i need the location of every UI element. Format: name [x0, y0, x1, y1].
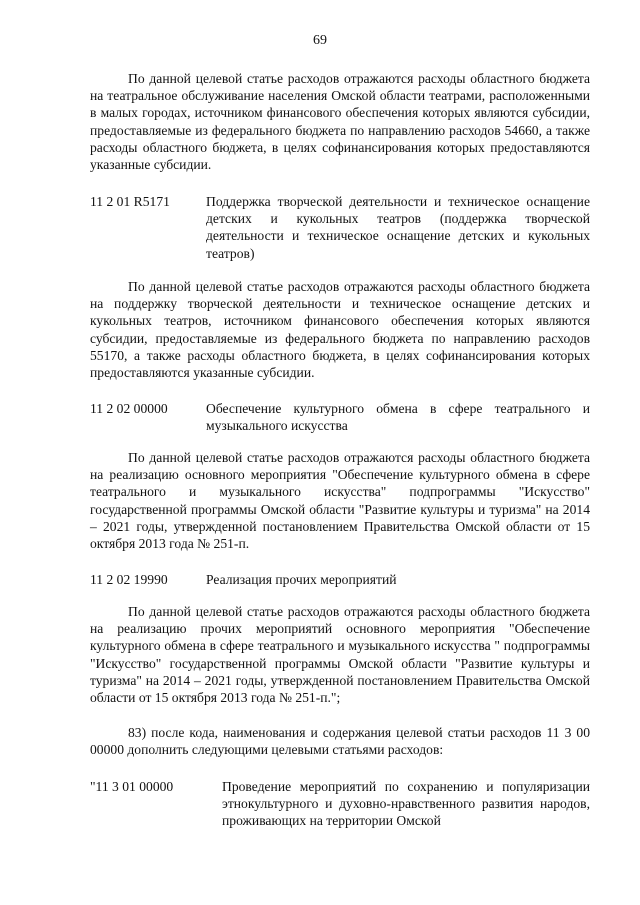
paragraph-1: По данной целевой статье расходов отражаются расходы областного бюджета на театральное обслуживание населения Омской области театрами, расположенными в малых городах, источником финансового обеспечения которых являются субсидии, предоставляемые из федерального бюджета по направлению расходов 54660, а также расходы областного бюджета, в целях софинансирования которых предоставляются указанные субсидии. [90, 71, 590, 173]
item-code: 11 2 02 19990 [90, 572, 168, 587]
budget-item-11-2-02-00000 [90, 400, 590, 434]
paragraph-2: По данной целевой статье расходов отражаются расходы областного бюджета на поддержку творческой деятельности и техническое оснащение детских и кукольных театров, источником финансового обеспечения которых являются субсидии, предоставляемые из федерального бюджета по направлению расходов 55170, а также расходы областного бюджета, в целях софинансирования которых предоставляются указанные субсидии. [90, 279, 590, 381]
item-code: "11 3 01 00000 [90, 779, 174, 794]
paragraph-3: По данной целевой статье расходов отражаются расходы областного бюджета на реализацию основного мероприятия "Обеспечение культурного обмена в сфере театрального и музыкального искусства" подпрограммы "Искусство" государственной программы Омской области "Развитие культуры и туризма" на 2014 – 2021 годы, утвержденной постановлением Правительства Омской области от 15 октября 2013 года № 251-п. [90, 450, 590, 552]
paragraph-5: 83) после кода, наименования и содержания целевой статьи расходов 11 3 00 00000 дополнить следующими целевыми статьями расходов: [90, 725, 590, 758]
item-code: 11 2 01 R5171 [90, 194, 170, 209]
item-code: 11 2 02 00000 [90, 401, 168, 416]
budget-item-11-3-01-00000 [90, 778, 590, 830]
item-title: Реализация прочих мероприятий [206, 572, 397, 587]
item-title: Проведение мероприятий по сохранению и популяризации этнокультурного и духовно-нравственного развития народов, проживающих на территории Омской [222, 779, 590, 829]
paragraph-4: По данной целевой статье расходов отражаются расходы областного бюджета на реализацию прочих мероприятий основного мероприятия "Обеспечение культурного обмена в сфере театрального и музыкального искусства " подпрограммы "Искусство" государственной программы Омской области "Развитие культуры и туризма" на 2014 – 2021 годы, утвержденной постановлением Правительства Омской области от 15 октября 2013 года № 251-п."; [90, 604, 590, 706]
item-title: Поддержка творческой деятельности и техническое оснащение детских и кукольных театров (поддержка творческой деятельности и техническое оснащение детских и кукольных театров) [206, 194, 590, 261]
page-number: 69 [313, 33, 327, 48]
budget-item-11-2-01-r5171 [90, 193, 590, 262]
item-title: Обеспечение культурного обмена в сфере театрального и музыкального искусства [206, 401, 590, 434]
budget-item-11-2-02-19990 [90, 571, 590, 588]
